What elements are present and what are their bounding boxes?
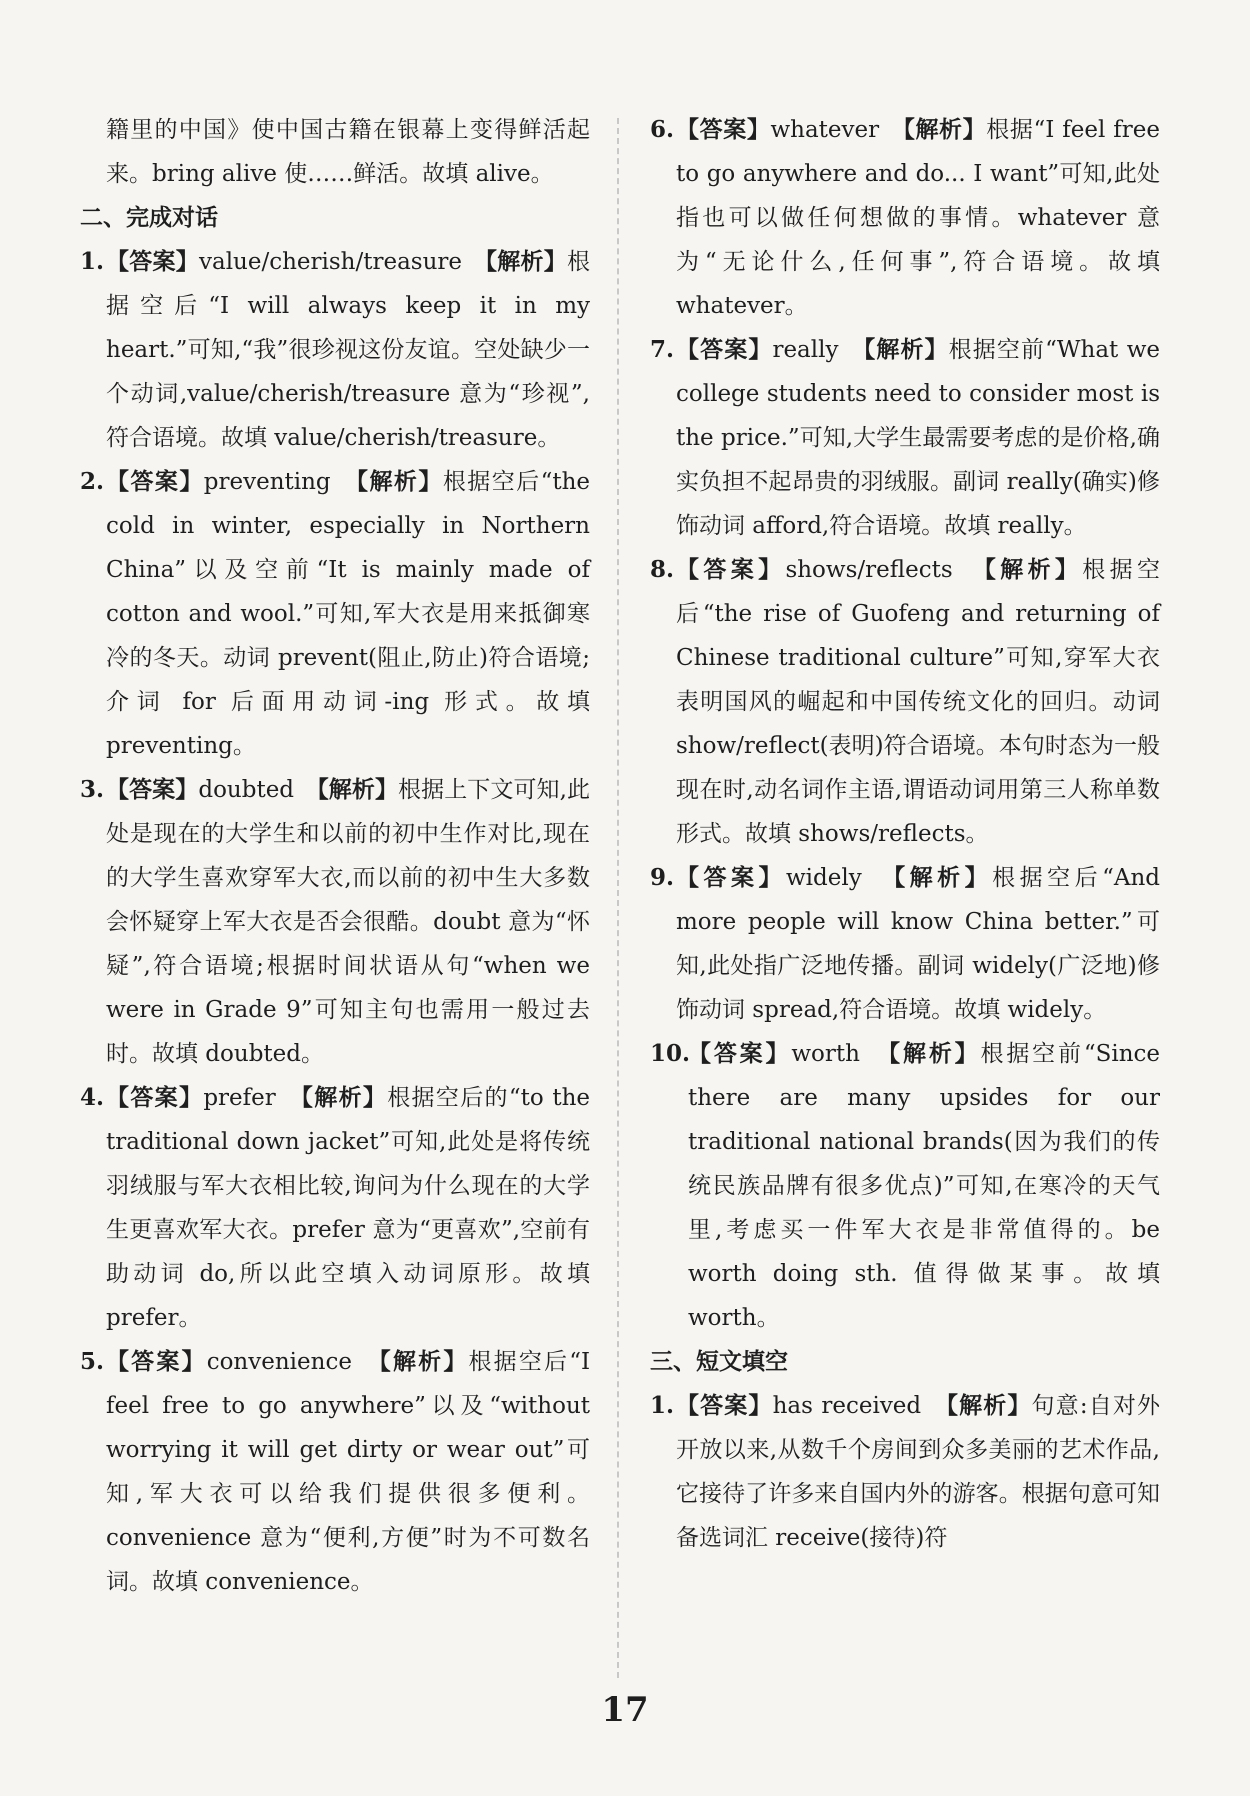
analysis-tag: 【解析】 (946, 1392, 1032, 1419)
section-title-dialogue: 二、完成对话 (80, 205, 218, 231)
section-title-passage: 三、短文填空 (650, 1349, 788, 1375)
answer-item-3 (80, 768, 590, 1076)
item-number: 4. (80, 1084, 105, 1111)
analysis-tag: 【解析】 (301, 1084, 388, 1111)
answer-tag: 【答案】 (106, 248, 199, 275)
analysis-text: 根据上下文可知,此处是现在的大学生和以前的初中生作对比,现在的大学生喜欢穿军大衣,而以前的初中生大多数会怀疑穿上军大衣是否会很酷。doubt 意为“怀疑”,符合语境;根据时间状语从句“when we were in Grade 9”可知主句也需用一般过去时。故填 doubted。 (106, 777, 591, 1067)
continuation-paragraph: 籍里的中国》使中国古籍在银幕上变得鲜活起来。bring alive 使……鲜活。故填 alive。 (106, 117, 590, 187)
analysis-text: 根据空后“I will always keep it in my heart.”可知,“我”很珍视这份友谊。空处缺少一个动词,value/cherish/treasure 意为“珍视”,符合语境。故填 value/cherish/treasure。 (106, 249, 591, 451)
answer-tag: 【答案】 (106, 468, 204, 495)
answer-item-4 (80, 1076, 590, 1340)
answer-tag: 【答案】 (688, 1040, 792, 1067)
answer-text: convenience (206, 1349, 352, 1375)
analysis-tag: 【解析】 (888, 1040, 981, 1067)
analysis-text: 根据空后“the cold in winter, especially in Northern China”以及空前“It is mainly made of cotton and wool.”可知,军大衣是用来抵御寒冷的冬天。动词 prevent(阻止,防止)符合语境;介词 for 后面用动词-ing 形式。故填 preventing。 (106, 469, 591, 759)
analysis-text: 根据空前“Since there are many upsides for our traditional national brands(因为我们的传统民族品牌有很多优点)”可知,在寒冷的天气里,考虑买一件军大衣是非常值得的。be worth doing sth. 值得做某事。故填 worth。 (688, 1041, 1161, 1331)
answer-tag: 【答案】 (106, 776, 199, 803)
analysis-text: 根据空后“the rise of Guofeng and returning of Chinese traditional culture”可知,穿军大衣表明国风的崛起和中国传统文化的回归。动词 show/reflect(表明)符合语境。本句时态为一般现在时,动名词作主语,谓语动词用第三人称单数形式。故填 shows/reflects。 (676, 557, 1161, 847)
column-divider (617, 118, 619, 1678)
answer-text: prefer (203, 1085, 276, 1111)
item-number: 6. (650, 116, 675, 143)
right-column (650, 108, 1160, 1560)
answer-text: worth (791, 1041, 860, 1067)
item-number: 2. (80, 468, 105, 495)
answer-text: value/cherish/treasure (198, 249, 463, 275)
analysis-tag: 【解析】 (485, 248, 568, 275)
answer-text: has received (772, 1393, 922, 1419)
item-number: 10. (650, 1040, 691, 1067)
answer-item-10 (650, 1032, 1160, 1340)
analysis-text: 句意:自对外开放以来,从数千个房间到众多美丽的艺术作品,它接待了许多来自国内外的游客。根据句意可知备选词汇 receive(接待)符 (676, 1393, 1161, 1551)
answer-item-5 (80, 1340, 590, 1604)
analysis-tag: 【解析】 (863, 336, 949, 363)
item-number: 9. (650, 864, 675, 891)
analysis-text: 根据空后“I feel free to go anywhere”以及“without worrying it will get dirty or wear out”可知,军大衣可以给我们提供很多便利。convenience 意为“便利,方便”时为不可数名词。故填 convenience。 (106, 1349, 591, 1595)
item-number: 5. (80, 1348, 105, 1375)
answer-tag: 【答案】 (676, 1392, 773, 1419)
analysis-text: 根据空后“And more people will know China better.”可知,此处指广泛地传播。副词 widely(广泛地)修饰动词 spread,符合语境。故填 widely。 (676, 865, 1161, 1023)
answer-item-2 (80, 460, 590, 768)
item-number: 8. (650, 556, 675, 583)
answer-text: doubted (198, 777, 295, 803)
analysis-text: 根据“I feel free to go anywhere and do... I want”可知,此处指也可以做任何想做的事情。whatever 意为“无论什么,任何事”,符合语境。故填 whatever。 (676, 117, 1160, 319)
answer-text: widely (785, 865, 862, 891)
analysis-tag: 【解析】 (317, 776, 399, 803)
analysis-text: 根据空前“What we college students need to consider most is the price.”可知,大学生最需要考虑的是价格,确实负担不起昂贵的羽绒服。副词 really(确实)修饰动词 afford,符合语境。故填 really。 (676, 337, 1161, 539)
item-number: 3. (80, 776, 105, 803)
answer-text: whatever (770, 117, 880, 143)
answer-item-9 (650, 856, 1160, 1032)
answer-tag: 【答案】 (676, 336, 773, 363)
analysis-tag: 【解析】 (356, 468, 443, 495)
answer-tag: 【答案】 (106, 1084, 204, 1111)
item-number: 1. (80, 248, 105, 275)
answer-tag: 【答案】 (106, 1348, 207, 1375)
answer-tag: 【答案】 (676, 116, 771, 143)
answer-item-8 (650, 548, 1160, 856)
answer-item-1 (80, 240, 590, 460)
item-number: 1. (650, 1392, 675, 1419)
analysis-tag: 【解析】 (379, 1348, 469, 1375)
analysis-tag: 【解析】 (903, 116, 987, 143)
answer-tag: 【答案】 (676, 864, 786, 891)
analysis-tag: 【解析】 (893, 864, 993, 891)
answer-tag: 【答案】 (676, 556, 786, 583)
answer-item-6 (650, 108, 1160, 328)
page-number: 17 (601, 1690, 649, 1730)
passage-answer-item-1 (650, 1384, 1160, 1560)
answer-text: really (772, 337, 839, 363)
left-column (80, 108, 590, 1604)
answer-text: preventing (203, 469, 331, 495)
answer-item-7 (650, 328, 1160, 548)
item-number: 7. (650, 336, 675, 363)
answer-text: shows/reflects (785, 557, 953, 583)
analysis-text: 根据空后的“to the traditional down jacket”可知,此处是将传统羽绒服与军大衣相比较,询问为什么现在的大学生更喜欢军大衣。prefer 意为“更喜欢”,空前有助动词 do,所以此空填入动词原形。故填 prefer。 (106, 1085, 591, 1331)
analysis-tag: 【解析】 (984, 556, 1083, 583)
